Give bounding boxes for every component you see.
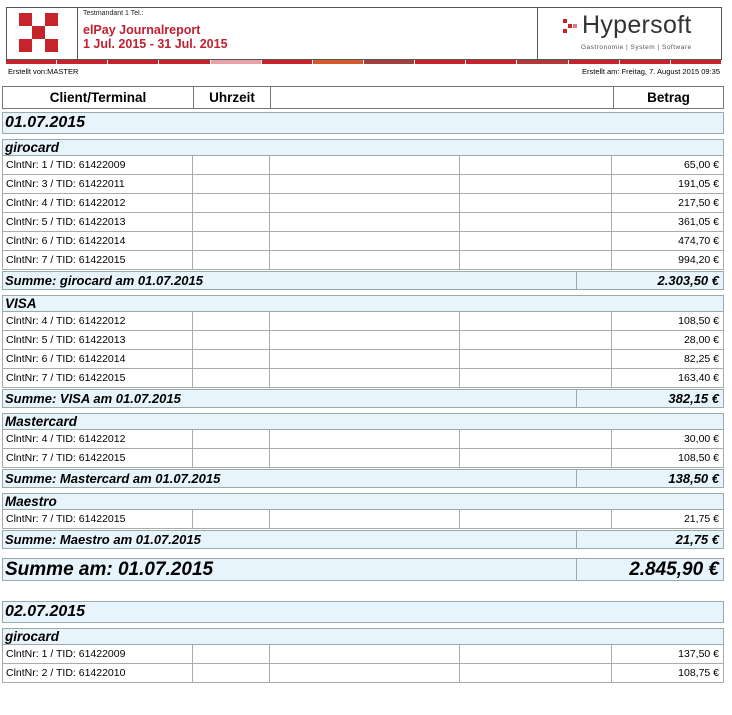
transaction-list — [2, 312, 724, 388]
table-row — [2, 156, 724, 175]
table-row — [2, 664, 724, 683]
time-cell — [193, 251, 270, 269]
stripe-segment — [517, 60, 567, 64]
report-title: elPay Journalreport — [83, 23, 201, 37]
client-cell: ClntNr: 3 / TID: 61422011 — [3, 175, 193, 193]
empty-cell — [270, 430, 459, 448]
table-row — [2, 175, 724, 194]
stripe-segment — [159, 60, 209, 64]
empty-cell — [270, 232, 459, 250]
table-row — [2, 645, 724, 664]
tenant-label: Testmandant 1 Tel.: — [83, 10, 144, 17]
card-type-heading: girocard — [2, 628, 724, 645]
empty-cell — [460, 232, 613, 250]
client-cell: ClntNr: 7 / TID: 61422015 — [3, 251, 193, 269]
time-cell — [193, 350, 270, 368]
card-type-heading: Maestro — [2, 493, 724, 510]
time-cell — [193, 369, 270, 387]
stripe-segment — [6, 60, 56, 64]
card-subtotal-row — [2, 271, 724, 290]
transaction-list — [2, 645, 724, 683]
time-cell — [193, 156, 270, 174]
table-row — [2, 350, 724, 369]
empty-cell — [270, 213, 459, 231]
date-heading: 02.07.2015 — [2, 601, 724, 623]
empty-cell — [270, 510, 459, 528]
report-date-range: 1 Jul. 2015 - 31 Jul. 2015 — [83, 37, 228, 51]
subtotal-label: Summe: Mastercard am 01.07.2015 — [3, 470, 577, 487]
empty-cell — [460, 645, 613, 663]
client-cell: ClntNr: 7 / TID: 61422015 — [3, 369, 193, 387]
time-cell — [193, 232, 270, 250]
time-cell — [193, 645, 270, 663]
amount-cell: 82,25 € — [683, 353, 720, 365]
card-type-heading: girocard — [2, 139, 724, 156]
client-cell: ClntNr: 1 / TID: 61422009 — [3, 156, 193, 174]
empty-cell — [270, 194, 459, 212]
column-header-client: Client/Terminal — [3, 87, 194, 108]
stripe-segment — [620, 60, 670, 64]
table-row — [2, 331, 724, 350]
subtotal-value: 21,75 € — [675, 532, 719, 547]
stripe-segment — [569, 60, 619, 64]
subtotal-label: Summe: Maestro am 01.07.2015 — [3, 531, 577, 548]
created-at: Erstellt am: Freitag, 7. August 2015 09:35 — [582, 67, 720, 76]
card-subtotal-row — [2, 469, 724, 488]
subtotal-label: Summe: girocard am 01.07.2015 — [3, 272, 577, 289]
stripe-segment — [57, 60, 107, 64]
client-cell: ClntNr: 7 / TID: 61422015 — [3, 510, 193, 528]
transaction-list — [2, 430, 724, 468]
time-cell — [193, 194, 270, 212]
brand-tagline: Gastronomie | System | Software — [581, 44, 692, 51]
report-title-block — [83, 10, 228, 51]
column-header-amount: Betrag — [647, 90, 690, 105]
report-header — [6, 7, 722, 60]
card-type-heading: Mastercard — [2, 413, 724, 430]
transaction-list — [2, 510, 724, 529]
card-type-heading: VISA — [2, 295, 724, 312]
empty-cell — [270, 350, 459, 368]
tenant-logo — [7, 8, 78, 59]
brand-logo — [537, 8, 723, 59]
day-total-value: 2.845,90 € — [629, 559, 719, 580]
stripe-segment — [108, 60, 158, 64]
client-cell: ClntNr: 2 / TID: 61422010 — [3, 664, 193, 682]
amount-cell: 30,00 € — [683, 433, 720, 445]
empty-cell — [460, 449, 613, 467]
card-subtotal-row — [2, 389, 724, 408]
empty-cell — [270, 251, 459, 269]
empty-cell — [270, 645, 459, 663]
amount-cell: 994,20 € — [678, 254, 720, 266]
client-cell: ClntNr: 4 / TID: 61422012 — [3, 194, 193, 212]
table-row — [2, 369, 724, 388]
empty-cell — [460, 156, 613, 174]
time-cell — [193, 175, 270, 193]
subtotal-value: 138,50 € — [668, 471, 719, 486]
time-cell — [193, 664, 270, 682]
table-row — [2, 213, 724, 232]
day-total-row — [2, 558, 724, 581]
time-cell — [193, 312, 270, 330]
table-row — [2, 510, 724, 529]
client-cell: ClntNr: 1 / TID: 61422009 — [3, 645, 193, 663]
empty-cell — [460, 510, 613, 528]
amount-cell: 137,50 € — [678, 648, 720, 660]
amount-cell: 108,50 € — [678, 315, 720, 327]
subtotal-value: 382,15 € — [668, 391, 719, 406]
empty-cell — [460, 350, 613, 368]
empty-cell — [270, 449, 459, 467]
table-row — [2, 232, 724, 251]
report-body — [2, 112, 724, 683]
empty-cell — [270, 175, 459, 193]
empty-cell — [270, 156, 459, 174]
stripe-segment — [466, 60, 516, 64]
created-by: Erstellt von:MASTER — [8, 67, 79, 76]
amount-cell: 217,50 € — [678, 197, 720, 209]
hypersoft-arrow-icon — [562, 18, 578, 34]
empty-cell — [270, 331, 459, 349]
amount-cell: 163,40 € — [678, 372, 720, 384]
header-color-stripe — [6, 60, 722, 64]
empty-cell — [460, 312, 613, 330]
time-cell — [193, 510, 270, 528]
brand-name: Hypersoft — [582, 11, 692, 39]
table-row — [2, 194, 724, 213]
column-header-spacer — [271, 87, 614, 108]
empty-cell — [460, 194, 613, 212]
stripe-segment — [262, 60, 312, 64]
column-header-time: Uhrzeit — [194, 87, 271, 108]
empty-cell — [270, 664, 459, 682]
amount-cell: 108,75 € — [678, 667, 720, 679]
empty-cell — [270, 369, 459, 387]
empty-cell — [460, 331, 613, 349]
subtotal-value: 2.303,50 € — [657, 273, 719, 288]
stripe-segment — [364, 60, 414, 64]
amount-cell: 65,00 € — [683, 159, 720, 171]
subtotal-label: Summe: VISA am 01.07.2015 — [3, 390, 577, 407]
date-heading: 01.07.2015 — [2, 112, 724, 134]
amount-cell: 108,50 € — [678, 452, 720, 464]
stripe-segment — [671, 60, 721, 64]
table-row — [2, 251, 724, 270]
card-subtotal-row — [2, 530, 724, 549]
transaction-list — [2, 156, 724, 270]
stripe-segment — [313, 60, 363, 64]
time-cell — [193, 430, 270, 448]
stripe-segment — [415, 60, 465, 64]
day-total-label: Summe am: 01.07.2015 — [3, 559, 577, 580]
amount-cell: 191,05 € — [678, 178, 720, 190]
amount-cell: 361,05 € — [678, 216, 720, 228]
empty-cell — [460, 430, 613, 448]
amount-cell: 28,00 € — [683, 334, 720, 346]
amount-cell: 21,75 € — [683, 513, 720, 525]
empty-cell — [460, 175, 613, 193]
table-row — [2, 449, 724, 468]
empty-cell — [270, 312, 459, 330]
client-cell: ClntNr: 4 / TID: 61422012 — [3, 312, 193, 330]
table-header — [2, 86, 724, 109]
time-cell — [193, 449, 270, 467]
stripe-segment — [211, 60, 261, 64]
empty-cell — [460, 664, 613, 682]
client-cell: ClntNr: 5 / TID: 61422013 — [3, 331, 193, 349]
client-cell: ClntNr: 5 / TID: 61422013 — [3, 213, 193, 231]
client-cell: ClntNr: 6 / TID: 61422014 — [3, 350, 193, 368]
client-cell: ClntNr: 6 / TID: 61422014 — [3, 232, 193, 250]
empty-cell — [460, 251, 613, 269]
time-cell — [193, 213, 270, 231]
client-cell: ClntNr: 7 / TID: 61422015 — [3, 449, 193, 467]
client-cell: ClntNr: 4 / TID: 61422012 — [3, 430, 193, 448]
amount-cell: 474,70 € — [678, 235, 720, 247]
time-cell — [193, 331, 270, 349]
empty-cell — [460, 213, 613, 231]
table-row — [2, 430, 724, 449]
table-row — [2, 312, 724, 331]
empty-cell — [460, 369, 613, 387]
